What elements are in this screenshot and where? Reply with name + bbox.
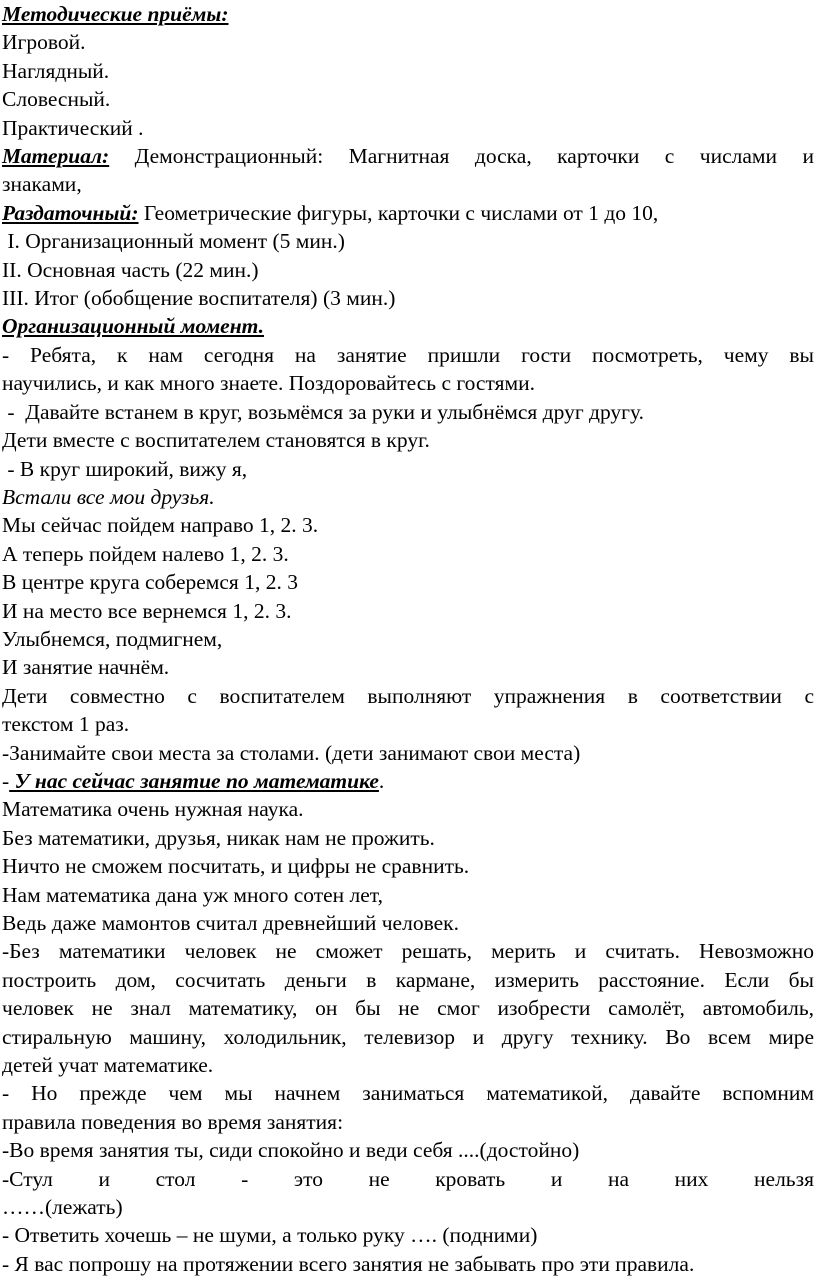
material-text-cont: знаками,: [2, 172, 82, 197]
math-end: .: [378, 768, 385, 793]
org-heading: Организационный момент.: [2, 314, 265, 339]
rule-line: - Я вас попрошу на протяжении всего занятия не забывать про эти правила.: [2, 1251, 695, 1276]
methods-heading: Методические приёмы:: [2, 2, 229, 26]
material-text: Демонстрационный: Магнитная доска, карточки с числами и: [109, 144, 814, 169]
verse-line: Ничто не сможем посчитать, и цифры не сравнить.: [2, 854, 470, 879]
material-label: Материал:: [2, 144, 110, 169]
verse-line: А теперь пойдем налево 1, 2. 3.: [2, 541, 289, 566]
rule-line: - Ответить хочешь – не шуми, а только руку …. (подними): [2, 1223, 538, 1248]
math-line: [2, 767, 814, 795]
method-item: Словесный.: [2, 87, 111, 112]
rule-line: -Стул и стол - это не кровать и на них нельзя: [2, 1166, 814, 1191]
verse-line: Ведь даже мамонтов считал древнейший человек.: [2, 911, 459, 935]
text-line: -Без математики человек не сможет решать, мерить и считать. Невозможно: [2, 939, 814, 964]
italic-verse-line: Встали все мои друзья.: [2, 484, 215, 509]
verse-line: Нам математика дана уж много сотен лет,: [2, 882, 383, 907]
text-line: стиральную машину, холодильник, телевизор и другу технику. Во всем мире: [2, 1024, 814, 1049]
text-line: - Ребята, к нам сегодня на занятие пришли гости посмотреть, чему вы: [2, 342, 814, 367]
math-emphasis: У нас сейчас занятие по математике: [9, 768, 379, 793]
plan-item: II. Основная часть (22 мин.): [2, 257, 259, 282]
verse-line: Улыбнемся, подмигнем,: [2, 626, 223, 651]
method-item: Практический .: [2, 115, 144, 140]
plan-item: III. Итог (обобщение воспитателя) (3 мин.): [2, 286, 396, 311]
text-line: -Занимайте свои места за столами. (дети занимают свои места): [2, 740, 581, 765]
text-line: детей учат математике.: [2, 1053, 214, 1078]
text-line: научились, и как много знаете. Поздоровайтесь с гостями.: [2, 371, 535, 396]
text-line: построить дом, сосчитать деньги в кармане, измерить расстояние. Если бы: [2, 967, 814, 992]
verse-line: В центре круга соберемся 1, 2. 3: [2, 570, 298, 595]
handout-line: [2, 199, 814, 227]
text-line: текстом 1 раз.: [2, 712, 130, 737]
text-line: Дети совместно с воспитателем выполняют упражнения в соответствии с: [2, 683, 814, 708]
text-line: - Но прежде чем мы начнем заниматься математикой, давайте вспомним: [2, 1081, 814, 1106]
verse-line: И на место все вернемся 1, 2. 3.: [2, 598, 292, 623]
verse-line: И занятие начнём.: [2, 655, 170, 680]
method-item: Наглядный.: [2, 58, 110, 83]
material-line: [2, 142, 814, 170]
verse-line: Мы сейчас пойдем направо 1, 2. 3.: [2, 513, 319, 538]
text-line: Дети вместе с воспитателем становятся в круг.: [2, 428, 430, 453]
text-line: - Давайте встанем в круг, возьмёмся за руки и улыбнёмся друг другу.: [2, 399, 644, 424]
handout-label: Раздаточный:: [2, 200, 139, 225]
handout-text: Геометрические фигуры, карточки с числами от 1 до 10,: [138, 200, 659, 225]
rule-line: ……(лежать): [2, 1195, 123, 1220]
rule-line: -Во время занятия ты, сиди спокойно и веди себя ....(достойно): [2, 1138, 580, 1163]
verse-line: Без математики, друзья, никак нам не прожить.: [2, 825, 435, 850]
text-line: правила поведения во время занятия:: [2, 1109, 344, 1134]
text-line: человек не знал математику, он бы не смог изобрести самолёт, автомобиль,: [2, 996, 814, 1021]
text-line: - В круг широкий, вижу я,: [2, 456, 248, 481]
verse-line: Математика очень нужная наука.: [2, 797, 304, 822]
method-item: Игровой.: [2, 30, 86, 55]
math-dash: -: [2, 768, 10, 793]
plan-item: I. Организационный момент (5 мин.): [2, 229, 345, 254]
